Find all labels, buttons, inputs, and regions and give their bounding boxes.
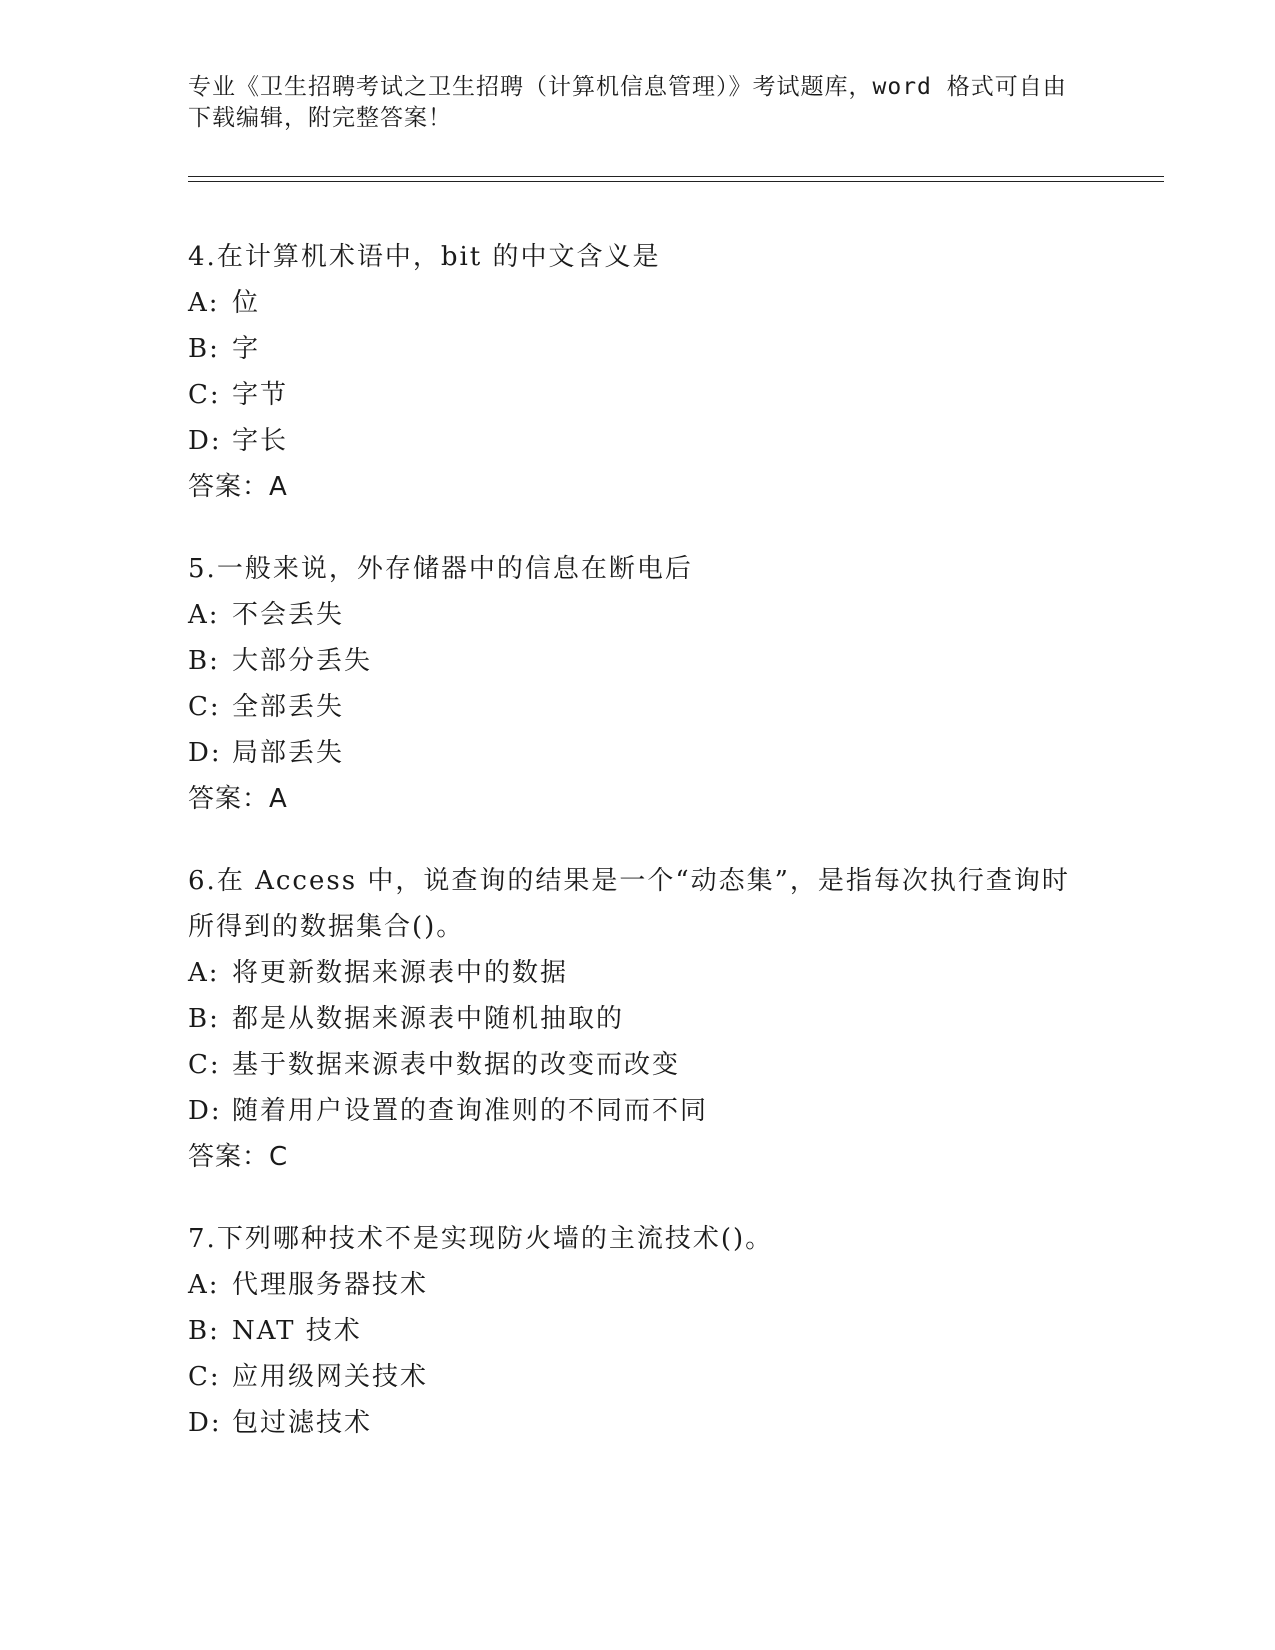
question-5 [188,546,1088,822]
document-intro: 专业《卫生招聘考试之卫生招聘（计算机信息管理）》考试题库，word 格式可自由下载编辑，附完整答案！ [188,74,1067,131]
option-b [188,326,1088,372]
option-a [188,950,1088,996]
option-text: 都是从数据来源表中随机抽取的 [232,1004,625,1034]
option-text: 包过滤技术 [232,1408,373,1438]
question-text [188,546,1088,592]
option-text: 大部分丢失 [232,646,373,676]
option-d [188,1400,1088,1446]
question-number: 5. [188,554,217,584]
option-a [188,592,1088,638]
question-stem: 在 Access 中，说查询的结果是一个“动态集”，是指每次执行查询时所得到的数据集合()。 [188,866,1070,942]
option-letter: D: [188,1408,222,1438]
option-letter: A: [188,1270,220,1300]
option-text: 不会丢失 [232,600,345,630]
option-b [188,638,1088,684]
option-a [188,1262,1088,1308]
header-rule-top [188,176,1164,177]
option-d [188,730,1088,776]
option-d [188,1088,1088,1134]
option-letter: B: [188,334,220,364]
option-letter: A: [188,958,220,988]
header-rule-bottom [188,181,1164,182]
option-b [188,996,1088,1042]
question-text [188,234,1088,280]
question-number: 4. [188,242,217,272]
question-stem: 下列哪种技术不是实现防火墙的主流技术()。 [216,1224,774,1254]
question-7 [188,1216,1088,1446]
option-a [188,280,1088,326]
option-c [188,372,1088,418]
option-text: 应用级网关技术 [232,1362,429,1392]
question-text [188,858,1088,950]
option-letter: D: [188,1096,222,1126]
option-text: 局部丢失 [232,738,345,768]
question-text [188,1216,1088,1262]
option-text: 全部丢失 [232,692,345,722]
option-letter: A: [188,600,220,630]
option-text: 位 [232,288,261,318]
option-letter: B: [188,646,220,676]
option-letter: C: [188,1050,221,1080]
option-c [188,1042,1088,1088]
option-text: NAT 技术 [232,1316,362,1346]
option-text: 随着用户设置的查询准则的不同而不同 [232,1096,709,1126]
answer-line: 答案：A [188,784,288,814]
option-text: 字 [232,334,261,364]
question-6 [188,858,1088,1180]
option-letter: C: [188,1362,221,1392]
answer-line: 答案：A [188,472,288,502]
option-d [188,418,1088,464]
question-list [188,234,1088,1482]
option-letter: A: [188,288,220,318]
option-c [188,684,1088,730]
question-4 [188,234,1088,510]
option-c [188,1354,1088,1400]
option-text: 代理服务器技术 [232,1270,429,1300]
question-stem: 一般来说，外存储器中的信息在断电后 [216,554,693,584]
option-text: 将更新数据来源表中的数据 [232,958,569,988]
option-text: 字长 [232,426,289,456]
question-number: 6. [188,866,217,896]
answer-line: 答案：C [188,1142,289,1172]
option-letter: D: [188,426,222,456]
question-number: 7. [188,1224,217,1254]
question-stem: 在计算机术语中，bit 的中文含义是 [216,242,661,272]
option-letter: B: [188,1316,220,1346]
option-text: 基于数据来源表中数据的改变而改变 [232,1050,681,1080]
option-text: 字节 [232,380,289,410]
option-letter: D: [188,738,222,768]
option-letter: C: [188,380,221,410]
option-letter: C: [188,692,221,722]
option-b [188,1308,1088,1354]
option-letter: B: [188,1004,220,1034]
